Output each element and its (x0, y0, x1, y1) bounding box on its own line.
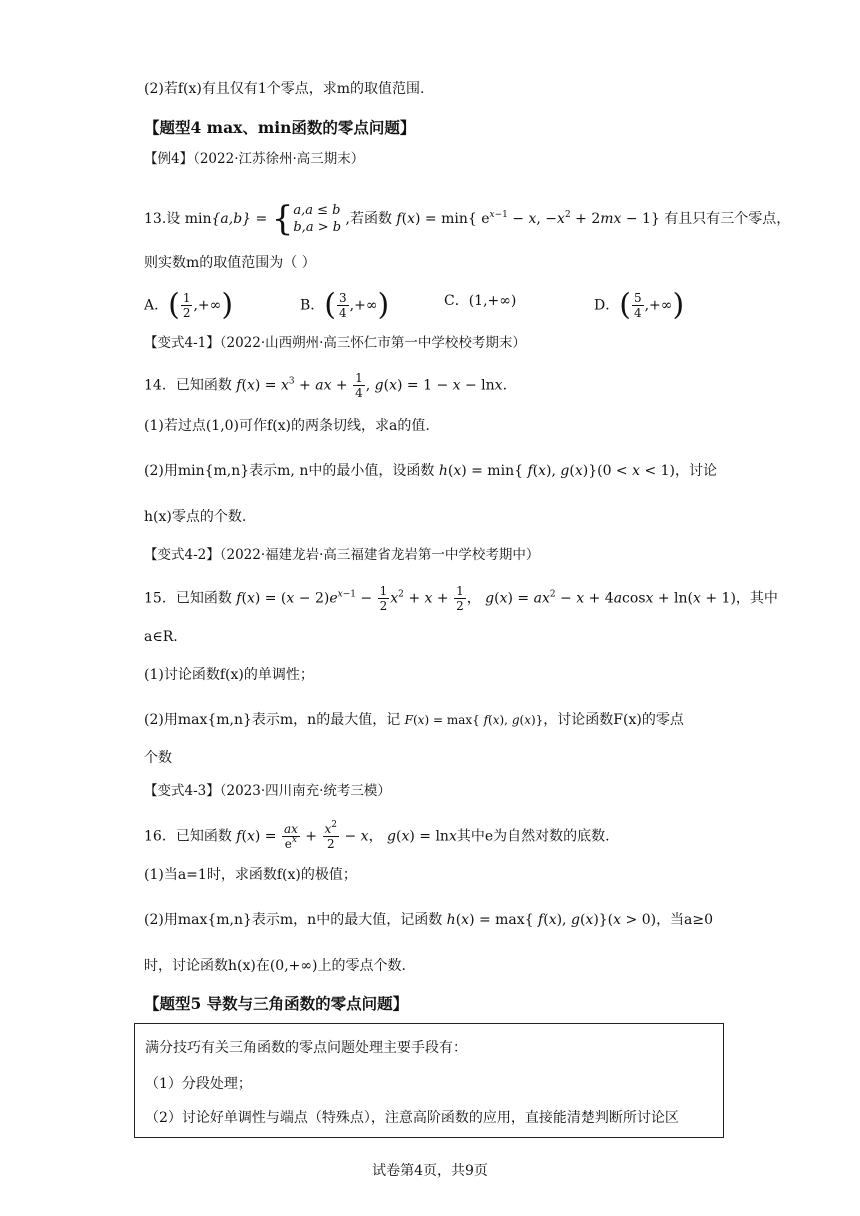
q13-stem-line1: 13.设 min{a,b} = {a,a ≤ b b,a > b ,若函数 f(x) = min{ $e^{x-1} - x$, $-x^2 + 2mx - 1$} 有且只有三个零点， (144, 199, 791, 239)
q16-part1: (1)当a=1时，求函数f(x)的极值； (144, 867, 357, 883)
variant42-source: 【变式4-2】（2022·福建龙岩·高三福建省龙岩第一中学校考期中） (144, 547, 540, 563)
q13-stem-line2: 则实数m的取值范围为（ ） (144, 255, 316, 271)
q16-part2-line2: 时，讨论函数h(x)在(0,+∞)上的零点个数. (144, 958, 406, 974)
q15-stem-text: 15．已知函数 (144, 590, 232, 607)
option-b-label: B． (300, 297, 325, 314)
q14-part2-line1: (2)用min{m,n}表示m, n中的最小值，设函数 h(x) = min{ f(x), g(x)}(0 < x < 1)，讨论 (144, 463, 718, 479)
example4-source: 【例4】（2022·江苏徐州·高三期末） (144, 151, 365, 167)
q14-part1: (1)若过点(1,0)可作f(x)的两条切线，求a的值. (144, 418, 430, 434)
tips-box (134, 1023, 724, 1138)
option-c-label: C． (444, 293, 469, 309)
q15-part2-tail: ，讨论函数F(x)的零点 (543, 712, 684, 728)
q14-stem-text: 14．已知函数 (144, 377, 232, 394)
q16-stem: 16．已知函数 f(x) = $\frac{ax}{e^x}$ + $\frac{x^2}{2}$ − x， g(x) = lnx其中e为自然对数的底数. (144, 820, 610, 851)
q15-part2-line1: (2)用max{m,n}表示m，n的最大值，记 F(x) = max{ f(x), g(x)}，讨论函数F(x)的零点 (144, 712, 684, 728)
page-footer: 试卷第4页，共9页 (372, 1163, 488, 1179)
tips-line2: （1）分段处理； (145, 1076, 252, 1092)
q13-stem-a: 13.设 (144, 211, 181, 227)
q14-part2-line2: h(x)零点的个数. (144, 509, 247, 525)
q15-stem-line2: a∈R. (144, 629, 178, 645)
type5-heading: 【题型5 导数与三角函数的零点问题】 (144, 994, 409, 1013)
tips-line3: （2）讨论好单调性与端点（特殊点），注意高阶函数的应用，直接能清楚判断所讨论区 (145, 1110, 679, 1126)
q14-stem: 14．已知函数 $f(x) = x^3$ + ax + $\frac{1}{4}$ , g(x) = 1 − x − lnx. (144, 371, 508, 400)
q13-stem-b: ,若函数 (345, 211, 392, 227)
q14-part2-text: (2)用min{m,n}表示m, n中的最小值，设函数 (144, 463, 435, 479)
q16-stem-tail: 其中e为自然对数的底数. (456, 828, 610, 845)
q13-stem-c: 有且只有三个零点， (664, 211, 791, 227)
q16-stem-text: 16．已知函数 (144, 828, 232, 845)
q15-part2-text: (2)用max{m,n}表示m，n的最大值，记 (144, 712, 401, 728)
q14-part2-tail: ，讨论 (675, 463, 718, 479)
q15-stem: 15．已知函数 $f(x) = (x - 2)e^{x-1}$ − $\frac{1}{2}$ $x^2 + x$ + $\frac{1}{2}$ ， $g(x) = ax^2 - x + 4acosx + \ln(x + 1)$，其中 (144, 584, 778, 613)
exam-page: (2)若f(x)有且仅有1个零点，求m的取值范围. 【题型4 max、min函数的零点问题】 【例4】（2022·江苏徐州·高三期末） 13.设 min{a,b} = {a,a ≤ b b,a > b ,若函数 f(x) = min{ $e^{x-1} - x$, $-x^2 + 2mx - 1$} 有且只有三个零点， 则实数m的取值范围为（ ） A．( $\frac{1}{2}$ ,+∞) B．( $\frac{3}{4}$ ,+∞) C．(1,+∞) D．( $\frac{5}{4}$ ,+∞) 【变式4-1】（2022·山西朔州·高三怀仁市第一中学校校考期末） 14．已知函数 $f(x) = x^3$ + ax + $\frac{1}{4}$ , g(x) = 1 − x − lnx. (1)若过点(1,0)可作f(x)的两条切线，求a的值. (2)用min{m,n}表示m, n中的最小值，设函数 h(x) = min{ f(x), g(x)}(0 < x < 1)，讨论 h(x)零点的个数. 【变式4-2】（2022·福建龙岩·高三福建省龙岩第一中学校考期中） 15．已知函数 $f(x) = (x - 2)e^{x-1}$ − $\frac{1}{2}$ $x^2 + x$ + $\frac{1}{2}$ ， $g(x) = ax^2 - x + 4acosx + \ln(x + 1)$，其中 a∈R. (1)讨论函数f(x)的单调性； (2)用max{m,n}表示m，n的最大值，记 F(x) = max{ f(x), g(x)}，讨论函数F(x)的零点 个数 【变式4-3】（2023·四川南充·统考三模） 16．已知函数 f(x) = $\frac{ax}{e^x}$ + $\frac{x^2}{2}$ − x， g(x) = lnx其中e为自然对数的底数. (1)当a=1时，求函数f(x)的极值； (2)用max{m,n}表示m，n中的最大值，记函数 h(x) = max{ f(x), g(x)}(x > 0)，当a≥0 时，讨论函数h(x)在(0,+∞)上的零点个数. 【题型5 导数与三角函数的零点问题】 满分技巧有关三角函数的零点问题处理主要手段有： （1）分段处理； （2）讨论好单调性与端点（特殊点），注意高阶函数的应用，直接能清楚判断所讨论区 试卷第4页，共9页 (0, 0, 860, 1216)
q15-part2-line2: 个数 (144, 750, 172, 766)
variant41-source: 【变式4-1】（2022·山西朔州·高三怀仁市第一中学校校考期末） (144, 335, 526, 351)
variant43-source: 【变式4-3】（2023·四川南充·统考三模） (144, 783, 391, 799)
option-d-label: D． (594, 297, 620, 314)
tips-line1: 满分技巧有关三角函数的零点问题处理主要手段有： (145, 1040, 467, 1056)
type4-heading: 【题型4 max、min函数的零点问题】 (144, 118, 416, 137)
q12-part2: (2)若f(x)有且仅有1个零点，求m的取值范围. (144, 81, 425, 97)
q16-part2-tail: ，当a≥0 (656, 912, 714, 928)
q15-stem-tail: ，其中 (735, 590, 778, 607)
q16-part2-text: (2)用max{m,n}表示m，n中的最大值，记函数 (144, 912, 443, 928)
option-a-label: A． (144, 297, 169, 314)
q15-part1: (1)讨论函数f(x)的单调性； (144, 667, 314, 683)
q16-part2-line1: (2)用max{m,n}表示m，n中的最大值，记函数 h(x) = max{ f(x), g(x)}(x > 0)，当a≥0 (144, 912, 714, 928)
